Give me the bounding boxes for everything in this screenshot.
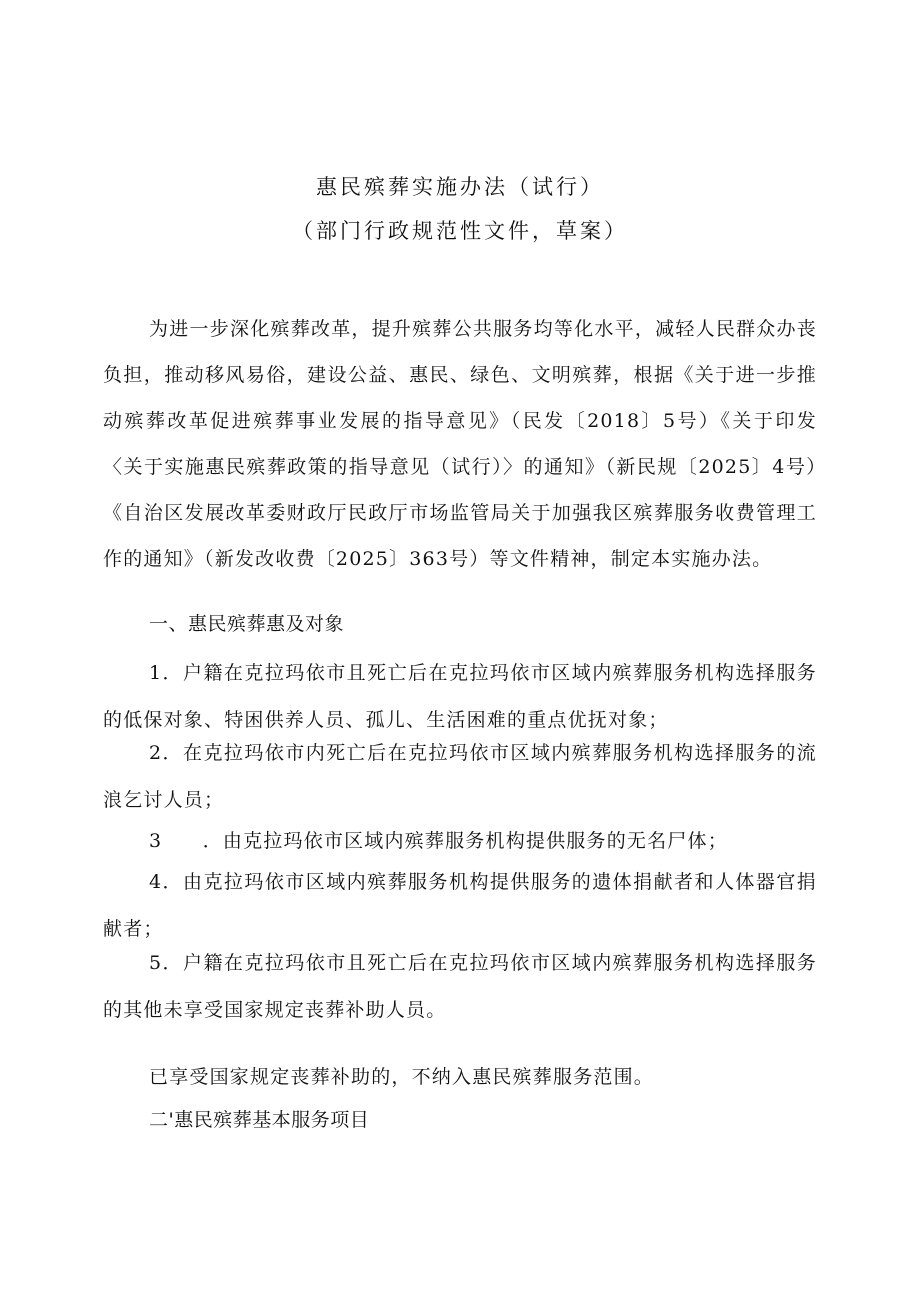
list-item-4: 4．由克拉玛依市区域内殡葬服务机构提供服务的遗体捐献者和人体器官捐献者； [103,871,817,940]
list-item-3: 3 ．由克拉玛依市区域内殡葬服务机构提供服务的无名尸体； [149,830,728,852]
list-item-1: 1．户籍在克拉玛依市且死亡后在克拉玛依市区域内殡葬服务机构选择服务的低保对象、特困供养人员、孤儿、生活困难的重点优抚对象； [103,662,817,731]
intro-paragraph: 为进一步深化殡葬改革，提升殡葬公共服务均等化水平，减轻人民群众办丧负担，推动移风易俗，建设公益、惠民、绿色、文明殡葬，根据《关于进一步推动殡葬改革促进殡葬事业发展的指导意见》（民发〔2018〕5号）《关于印发〈关于实施惠民殡葬政策的指导意见（试行）〉的通知》（新民规〔2025〕4号）《自治区发展改革委财政厅民政厅市场监管局关于加强我区殡葬服务收费管理工作的通知》（新发改收费〔2025〕363号）等文件精神，制定本实施办法。 [103,318,817,570]
document-title: 惠民殡葬实施办法（试行） [316,175,604,199]
section-heading-2: 二'惠民殡葬基本服务项目 [149,1109,370,1131]
list-item-2: 2．在克拉玛依市内死亡后在克拉玛依市区域内殡葬服务机构选择服务的流浪乞讨人员； [103,742,817,811]
document-subtitle: （部门行政规范性文件，草案） [292,219,628,243]
list-item-5: 5．户籍在克拉玛依市且死亡后在克拉玛依市区域内殡葬服务机构选择服务的其他未享受国家规定丧葬补助人员。 [103,952,817,1021]
note-paragraph: 已享受国家规定丧葬补助的，不纳入惠民殡葬服务范围。 [149,1066,655,1088]
section-heading-1: 一、惠民殡葬惠及对象 [149,613,345,635]
